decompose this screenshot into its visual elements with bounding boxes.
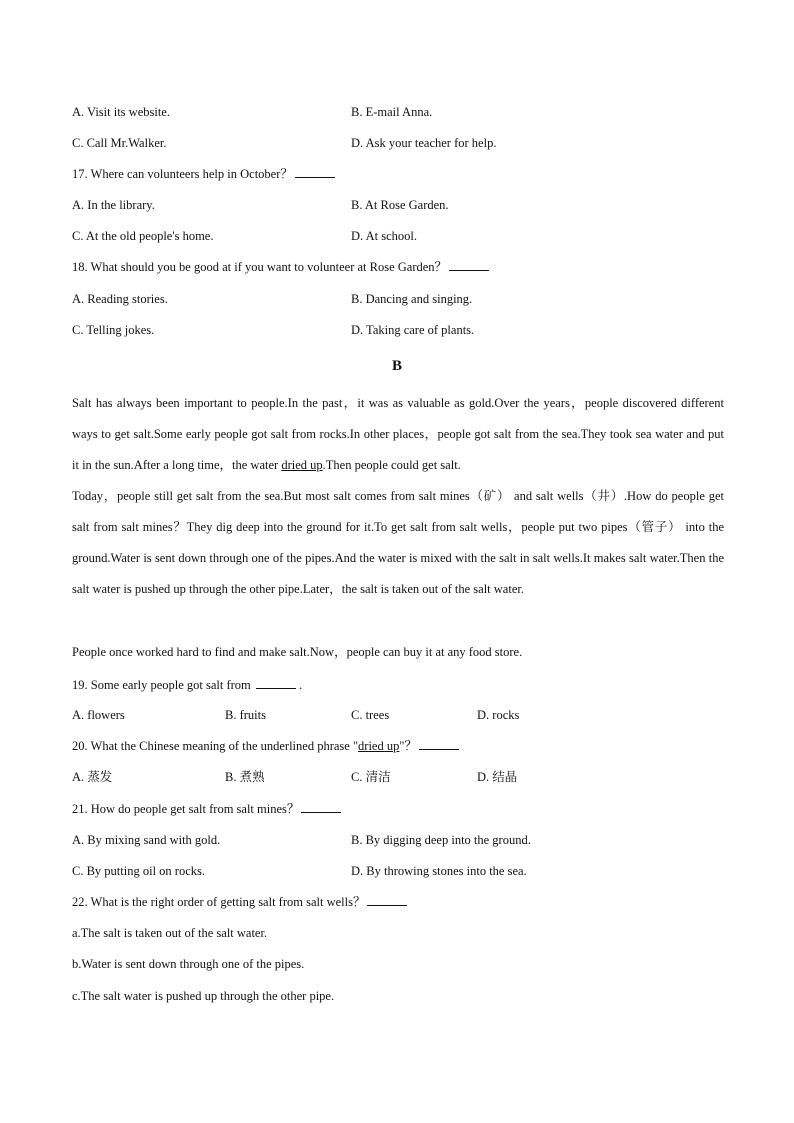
q22-stem: 22. What is the right order of getting salt from salt wells？ (72, 894, 407, 910)
q20-option-d: D. 结晶 (477, 770, 518, 784)
q19-option-c: C. trees (351, 708, 390, 722)
q19-stem: 19. Some early people got salt from . (72, 678, 303, 692)
q18-option-a: A. Reading stories. (72, 292, 168, 306)
q17-option-c: C. At the old people's home. (72, 229, 214, 243)
q17-option-a: A. In the library. (72, 198, 155, 212)
underlined-phrase: dried up (281, 458, 323, 472)
answer-blank (367, 895, 407, 906)
q16-option-b: B. E-mail Anna. (351, 105, 433, 119)
q17-option-d: D. At school. (351, 229, 417, 243)
passage-paragraph-2: Today，people still get salt from the sea.But most salt comes from salt mines（矿） and salt wells（井）.How do people get salt from salt mines？They dig deep into the ground for it.To get salt from salt wells，people put two pipes（管子） into the ground.Water is sent down through one of the pipes.And the water is mixed with the salt in salt wells.It makes salt water.Then the salt water is pushed up through the other pipe.Later，the salt is taken out of the salt water. (72, 489, 724, 596)
q22-step-b: b.Water is sent down through one of the pipes. (72, 957, 305, 971)
q20-option-a: A. 蒸发 (72, 770, 113, 784)
q18-stem: 18. What should you be good at if you want to volunteer at Rose Garden？ (72, 259, 489, 275)
q21-option-b: B. By digging deep into the ground. (351, 833, 531, 847)
q16-option-d: D. Ask your teacher for help. (351, 136, 497, 150)
answer-blank (256, 678, 296, 689)
q18-option-d: D. Taking care of plants. (351, 323, 475, 337)
passage-paragraph-3: People once worked hard to find and make salt.Now，people can buy it at any food store. (72, 645, 523, 659)
q20-option-c: C. 清洁 (351, 770, 391, 784)
passage-paragraph-1: Salt has always been important to people.In the past，it was as valuable as gold.Over the years，people discovered different ways to get salt.Some early people got salt from rocks.In other places，people got salt from the sea.They took sea water and put it in the sun.After a long time，the water dried up.Then people could get salt. (72, 396, 724, 472)
q18-option-b: B. Dancing and singing. (351, 292, 473, 306)
q16-option-c: C. Call Mr.Walker. (72, 136, 167, 150)
q20-stem: 20. What the Chinese meaning of the underlined phrase "dried up"？ (72, 738, 459, 754)
q21-option-a: A. By mixing sand with gold. (72, 833, 221, 847)
q19-option-a: A. flowers (72, 708, 125, 722)
answer-blank (301, 802, 341, 813)
q19-option-d: D. rocks (477, 708, 520, 722)
q17-option-b: B. At Rose Garden. (351, 198, 449, 212)
q21-stem: 21. How do people get salt from salt mines？ (72, 801, 341, 817)
answer-blank (449, 260, 489, 271)
q22-step-a: a.The salt is taken out of the salt water. (72, 926, 268, 940)
q19-option-b: B. fruits (225, 708, 266, 722)
section-title: B (391, 358, 402, 374)
q21-option-c: C. By putting oil on rocks. (72, 864, 205, 878)
q18-option-c: C. Telling jokes. (72, 323, 155, 337)
q16-option-a: A. Visit its website. (72, 105, 170, 119)
q21-option-d: D. By throwing stones into the sea. (351, 864, 527, 878)
q22-step-c: c.The salt water is pushed up through the other pipe. (72, 989, 335, 1003)
answer-blank (419, 739, 459, 750)
q17-stem: 17. Where can volunteers help in October？ (72, 166, 335, 182)
answer-blank (295, 167, 335, 178)
q20-option-b: B. 煮熟 (225, 770, 265, 784)
